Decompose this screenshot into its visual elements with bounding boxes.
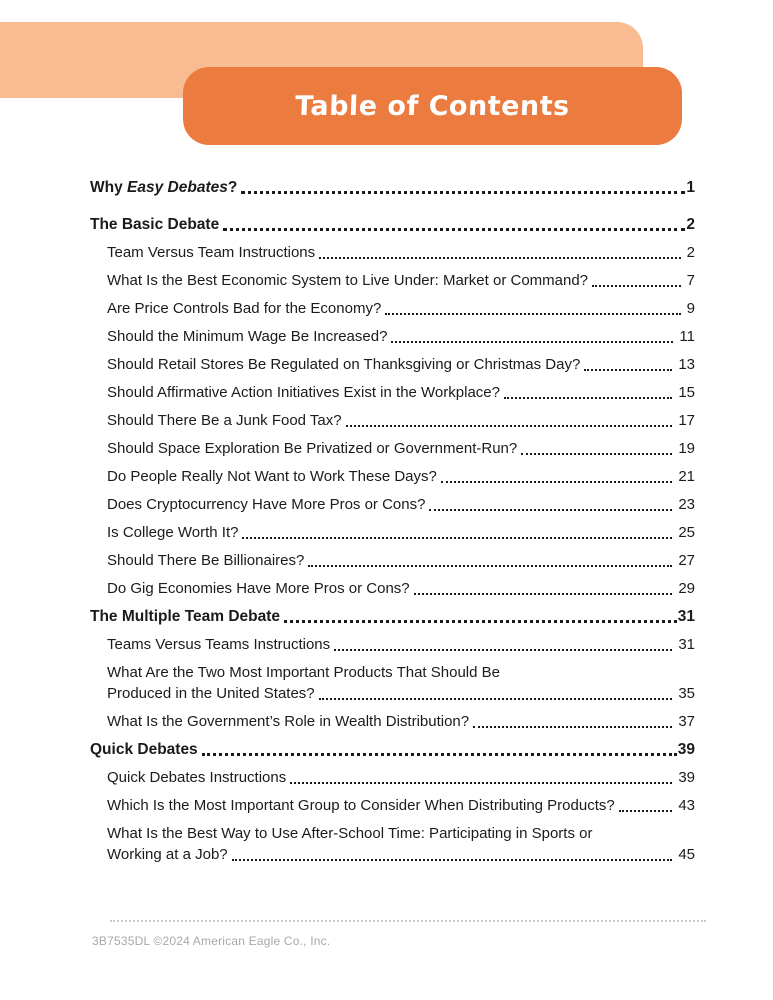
toc-entry [90, 823, 695, 865]
dot-leader [284, 620, 677, 623]
dot-leader [232, 859, 673, 861]
entry-title: What Is the Government’s Role in Wealth Distribution? [107, 713, 470, 730]
entry-title: What Is the Best Economic System to Live Under: Market or Command? [107, 272, 589, 289]
entry-title: The Basic Debate [90, 216, 220, 233]
dot-leader [319, 698, 673, 700]
entry-line [107, 494, 695, 515]
dot-leader [223, 228, 685, 231]
entry-line [107, 354, 695, 375]
page-number: 11 [679, 328, 695, 345]
page-number: 25 [678, 524, 695, 541]
footer-credit: 3B7535DL ©2024 American Eagle Co., Inc. [92, 934, 331, 948]
toc-entry [90, 214, 695, 235]
entry-title: What Are the Two Most Important Products That Should Be [107, 664, 500, 681]
page-number: 19 [678, 440, 695, 457]
entry-line [107, 382, 695, 403]
entry-title: Should There Be Billionaires? [107, 552, 305, 569]
page-number: 13 [678, 356, 695, 373]
toc-entry [90, 326, 695, 347]
entry-line [107, 711, 695, 732]
entry-line [107, 795, 695, 816]
page-number: 37 [678, 713, 695, 730]
toc-entry [90, 438, 695, 459]
toc-entry [90, 795, 695, 816]
toc-entry [90, 767, 695, 788]
toc-entry [90, 466, 695, 487]
entry-title-line1 [107, 662, 695, 683]
entry-title: Should There Be a Junk Food Tax? [107, 412, 342, 429]
dot-leader [584, 369, 672, 371]
entry-title-line1 [107, 823, 695, 844]
entry-line [107, 767, 695, 788]
entry-title: Teams Versus Teams Instructions [107, 636, 331, 653]
dot-leader [391, 341, 673, 343]
page-number: 2 [686, 244, 695, 261]
entry-title-part: Why [90, 179, 128, 196]
page-title: Table of Contents [294, 90, 571, 122]
entry-title [90, 177, 237, 198]
entry-line [90, 739, 695, 760]
toc-entry [90, 177, 695, 198]
entry-title: Should the Minimum Wage Be Increased? [107, 328, 388, 345]
page-number: 27 [678, 552, 695, 569]
toc-list [90, 177, 695, 872]
entry-line [107, 550, 695, 571]
entry-title-line2 [107, 844, 695, 865]
toc-entry [90, 410, 695, 431]
page-number: 15 [678, 384, 695, 401]
entry-title: Are Price Controls Bad for the Economy? [107, 300, 382, 317]
entry-title: Do People Really Not Want to Work These Days? [107, 468, 437, 485]
page-number: 1 [686, 179, 695, 196]
footer-rule [110, 920, 706, 922]
entry-line [90, 177, 695, 198]
toc-entry [90, 522, 695, 543]
toc-entry [90, 739, 695, 760]
toc-entry [90, 270, 695, 291]
toc-entry [90, 382, 695, 403]
page-number: 9 [686, 300, 695, 317]
dot-leader [414, 593, 673, 595]
entry-line [107, 298, 695, 319]
page-number: 23 [678, 496, 695, 513]
entry-title: Should Affirmative Action Initiatives Exist in the Workplace? [107, 384, 500, 401]
dot-leader [308, 565, 672, 567]
entry-title-part: Easy Debates [127, 179, 228, 196]
entry-title: What Is the Best Way to Use After-School Time: Participating in Sports or [107, 825, 593, 842]
toc-entry [90, 550, 695, 571]
page-number: 2 [686, 216, 695, 233]
page-number: 17 [678, 412, 695, 429]
entry-title: Do Gig Economies Have More Pros or Cons? [107, 580, 410, 597]
dot-leader [242, 537, 672, 539]
entry-line [107, 466, 695, 487]
page-number: 35 [678, 685, 695, 702]
page-number: 29 [678, 580, 695, 597]
page-number: 39 [677, 741, 695, 758]
page-number: 39 [678, 769, 695, 786]
dot-leader [473, 726, 672, 728]
entry-title: Quick Debates [90, 741, 198, 758]
page-number: 21 [678, 468, 695, 485]
page-number: 43 [678, 797, 695, 814]
entry-title: The Multiple Team Debate [90, 608, 281, 625]
toc-entry [90, 634, 695, 655]
dot-leader [385, 313, 680, 315]
entry-title: Team Versus Team Instructions [107, 244, 316, 261]
dot-leader [334, 649, 672, 651]
toc-entry [90, 606, 695, 627]
entry-title-continued: Produced in the United States? [107, 685, 315, 702]
entry-line [90, 214, 695, 235]
toc-entry [90, 354, 695, 375]
entry-title: Should Space Exploration Be Privatized or Government-Run? [107, 440, 518, 457]
dot-leader [592, 285, 681, 287]
toc-title-box [183, 67, 682, 145]
entry-title: Which Is the Most Important Group to Consider When Distributing Products? [107, 797, 615, 814]
dot-leader [202, 753, 677, 756]
entry-title-part: ? [227, 179, 238, 196]
dot-leader [429, 509, 672, 511]
entry-title-continued: Working at a Job? [107, 846, 228, 863]
entry-title: Quick Debates Instructions [107, 769, 287, 786]
page-number: 7 [686, 272, 695, 289]
dot-leader [619, 810, 673, 812]
entry-line [107, 522, 695, 543]
dot-leader [521, 453, 672, 455]
entry-line [107, 634, 695, 655]
entry-title: Should Retail Stores Be Regulated on Thanksgiving or Christmas Day? [107, 356, 581, 373]
page-number: 45 [678, 846, 695, 863]
entry-line [107, 326, 695, 347]
entry-line [107, 270, 695, 291]
toc-entry [90, 494, 695, 515]
entry-line [107, 242, 695, 263]
page-number: 31 [678, 636, 695, 653]
dot-leader [290, 782, 672, 784]
toc-entry [90, 242, 695, 263]
entry-title-line2 [107, 683, 695, 704]
entry-title: Does Cryptocurrency Have More Pros or Cons? [107, 496, 426, 513]
toc-entry [90, 578, 695, 599]
entry-title: Is College Worth It? [107, 524, 239, 541]
toc-entry [90, 662, 695, 704]
page-number: 31 [677, 608, 695, 625]
dot-leader [504, 397, 672, 399]
entry-line [107, 578, 695, 599]
dot-leader [346, 425, 673, 427]
entry-line [90, 606, 695, 627]
entry-line [107, 410, 695, 431]
dot-leader [319, 257, 681, 259]
toc-entry [90, 298, 695, 319]
entry-line [107, 438, 695, 459]
toc-entry [90, 711, 695, 732]
dot-leader [241, 191, 685, 194]
dot-leader [441, 481, 672, 483]
